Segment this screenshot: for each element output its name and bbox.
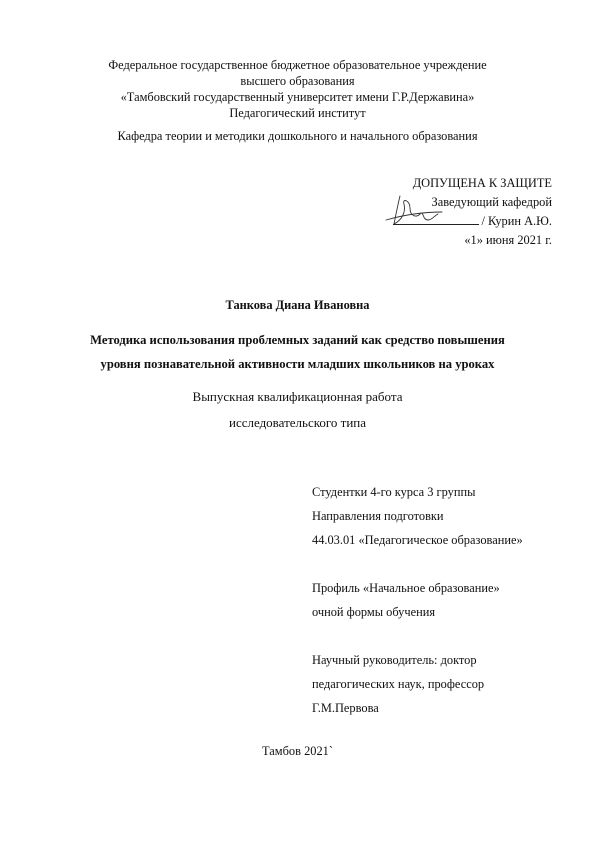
work-type — [0, 384, 595, 436]
approval-role: Заведующий кафедрой — [431, 195, 552, 209]
advisor-title: Научный руководитель: доктор — [312, 653, 477, 667]
approver-name: / Курин А.Ю. — [481, 214, 552, 228]
approval-date: «1» июня 2021 г. — [464, 233, 552, 247]
thesis-title-line: уровня познавательной активности младших школьников на уроках — [100, 357, 495, 371]
handwritten-signature — [380, 190, 460, 236]
profile-info — [312, 576, 500, 624]
approval-status: ДОПУЩЕНА К ЗАЩИТЕ — [412, 176, 552, 190]
thesis-title — [0, 328, 595, 376]
advisor-name: Г.М.Первова — [312, 701, 379, 715]
work-type-line: исследовательского типа — [228, 415, 366, 430]
study-form: очной формы обучения — [312, 605, 436, 619]
department-name: Кафедра теории и методики дошкольного и начального образования — [117, 129, 478, 143]
work-type-line: Выпускная квалификационная работа — [192, 389, 403, 404]
advisor-info — [312, 648, 484, 720]
thesis-title-line: Методика использования проблемных заданий как средство повышения — [90, 333, 505, 347]
org-name-line: Федеральное государственное бюджетное образовательное учреждение — [108, 58, 487, 72]
author-name: Танкова Диана Ивановна — [225, 298, 370, 312]
study-direction-label: Направления подготовки — [312, 509, 444, 523]
org-level-line: высшего образования — [240, 74, 355, 88]
institute-name: Педагогический институт — [229, 106, 366, 120]
city-year: Тамбов 2021` — [262, 744, 333, 758]
study-direction-code: 44.03.01 «Педагогическое образование» — [312, 533, 523, 547]
profile-name: Профиль «Начальное образование» — [312, 581, 500, 595]
student-info — [312, 480, 523, 552]
advisor-degree: педагогических наук, профессор — [312, 677, 485, 691]
student-course: Студентки 4-го курса 3 группы — [312, 485, 476, 499]
university-name: «Тамбовский государственный университет имени Г.Р.Державина» — [120, 90, 475, 104]
organization-header — [0, 57, 595, 121]
